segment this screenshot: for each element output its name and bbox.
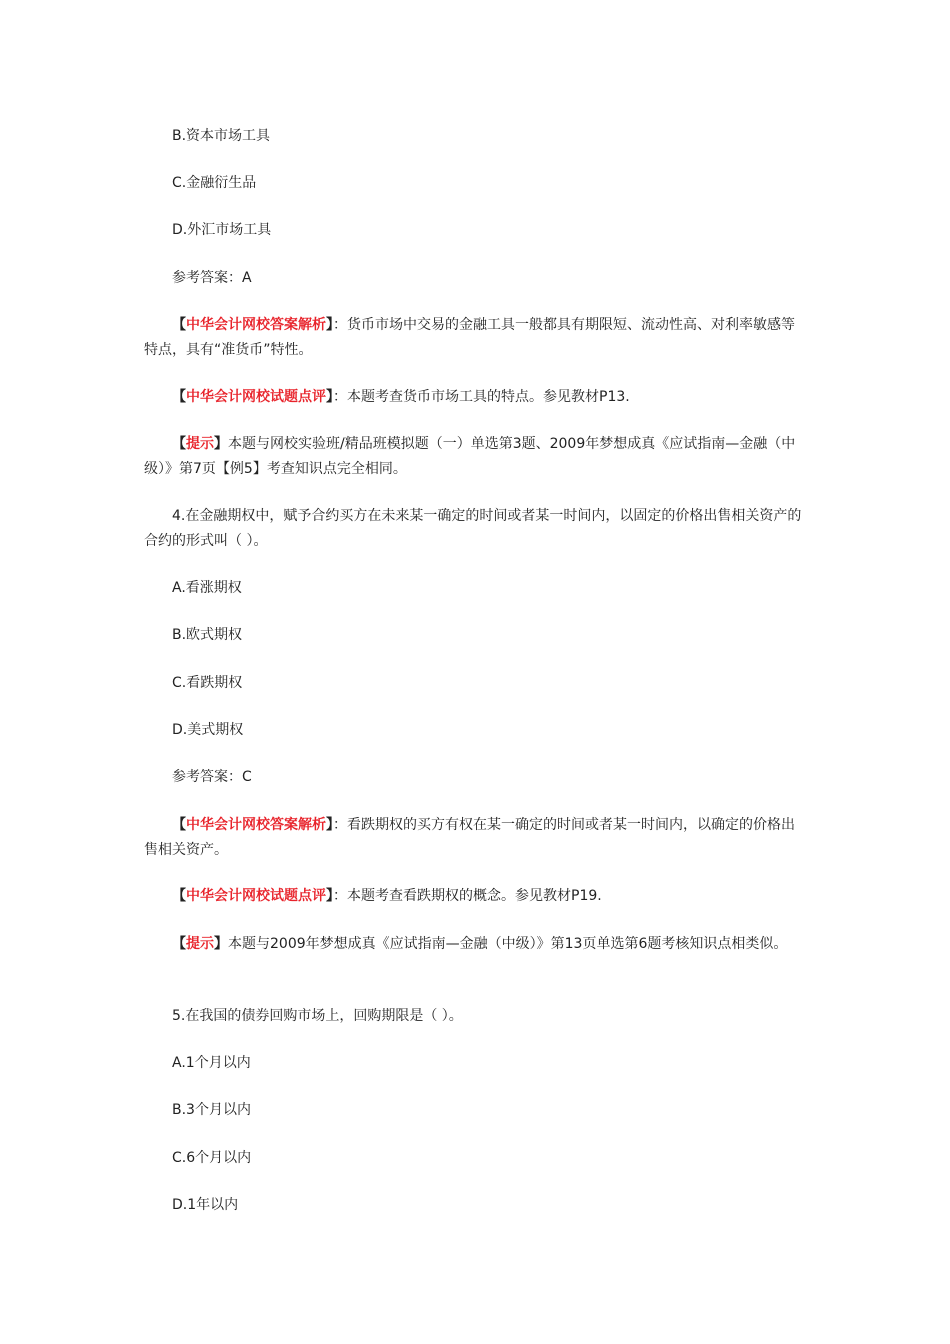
bracket-close: 】: [326, 389, 333, 405]
comment-text: ：本题考查看跌期权的概念。参见教材P19.: [333, 888, 602, 904]
analysis-text: ：货币市场中交易的金融工具一般都具有期限短、流动性高、对利率敏感等特点，具有“准货币”特性。: [144, 317, 795, 358]
q4-tip: [144, 932, 808, 957]
q3-answer: 参考答案：A: [172, 270, 252, 286]
tip-label: 提示: [186, 436, 214, 452]
tip-label: 提示: [186, 936, 214, 952]
bracket-close: 】: [326, 317, 333, 333]
q5-option-c: C.6个月以内: [172, 1150, 252, 1166]
q5-option-d: D.1年以内: [172, 1197, 239, 1213]
q3-tip: [144, 432, 808, 482]
bracket-close: 】: [326, 888, 333, 904]
q5-option-b: B.3个月以内: [172, 1102, 251, 1118]
q3-analysis: [144, 313, 808, 363]
q3-option-b: B.资本市场工具: [172, 128, 271, 144]
bracket-close: 】: [214, 936, 228, 952]
tip-text: 本题与网校实验班/精品班模拟题（一）单选第3题、2009年梦想成真《应试指南—金融（中级）》第7页【例5】考查知识点完全相同。: [144, 436, 796, 477]
q4-answer: 参考答案：C: [172, 769, 252, 785]
bracket-close: 】: [326, 817, 333, 833]
comment-text: ：本题考查货币市场工具的特点。参见教材P13.: [333, 389, 630, 405]
bracket-open: 【: [172, 936, 186, 952]
q5-question: 5.在我国的债券回购市场上，回购期限是（ ）。: [172, 1008, 463, 1024]
q4-option-a: A.看涨期权: [172, 580, 242, 596]
q3-option-c: C.金融衍生品: [172, 175, 257, 191]
comment-label: 中华会计网校试题点评: [186, 389, 326, 405]
comment-label: 中华会计网校试题点评: [186, 888, 326, 904]
q4-question: 4.在金融期权中，赋予合约买方在未来某一确定的时间或者某一时间内，以固定的价格出售相关资产的合约的形式叫（ ）。: [144, 508, 802, 549]
q4-option-c: C.看跌期权: [172, 675, 243, 691]
bracket-open: 【: [172, 888, 186, 904]
bracket-open: 【: [172, 389, 186, 405]
bracket-open: 【: [172, 317, 186, 333]
analysis-text: ：看跌期权的买方有权在某一确定的时间或者某一时间内，以确定的价格出售相关资产。: [144, 817, 795, 858]
bracket-close: 】: [214, 436, 228, 452]
q3-option-d: D.外汇市场工具: [172, 222, 272, 238]
q4-option-b: B.欧式期权: [172, 627, 243, 643]
analysis-label: 中华会计网校答案解析: [186, 817, 326, 833]
q4-analysis: [144, 813, 808, 863]
bracket-open: 【: [172, 817, 186, 833]
q4-option-d: D.美式期权: [172, 722, 244, 738]
tip-text: 本题与2009年梦想成真《应试指南—金融（中级）》第13页单选第6题考核知识点相类似。: [228, 936, 788, 952]
q4-comment: [144, 884, 808, 909]
analysis-label: 中华会计网校答案解析: [186, 317, 326, 333]
q5-option-a: A.1个月以内: [172, 1055, 251, 1071]
q3-comment: [144, 385, 808, 410]
bracket-open: 【: [172, 436, 186, 452]
